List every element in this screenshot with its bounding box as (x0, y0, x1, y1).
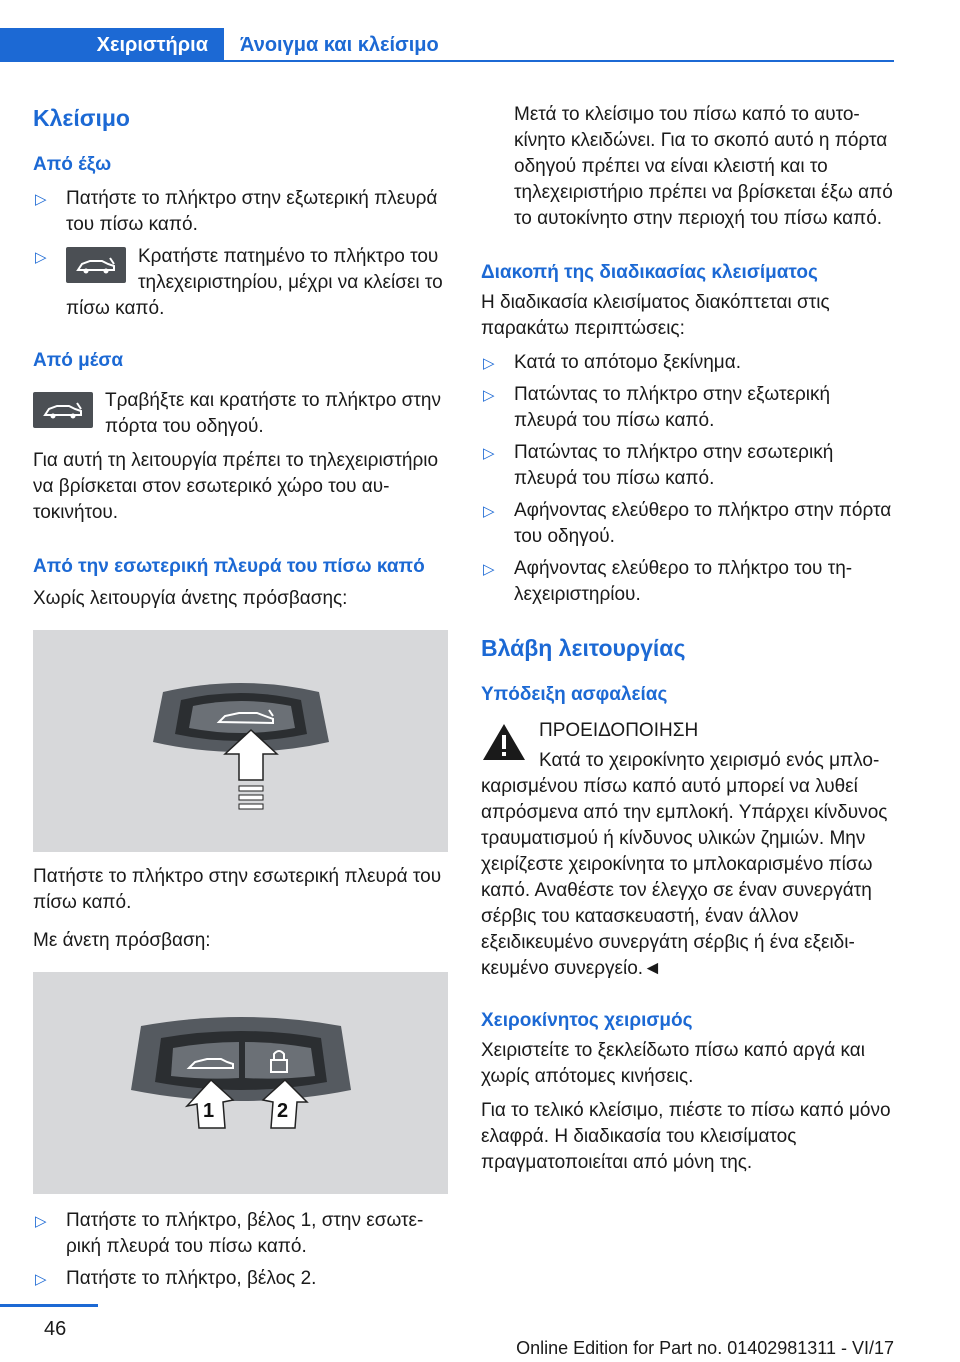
triangle-bullet-icon: ▷ (483, 503, 495, 520)
inside-text: Τραβήξτε και κρατήστε το πλήκτρο στην πόρτα του οδηγού. (105, 390, 441, 437)
arrow-label-2: 2 (277, 1100, 289, 1122)
comfort-access-label: Με άνετη πρόσβαση: (33, 930, 211, 951)
heading-manual-operation: Χειροκίνητος χειρισμός (481, 1010, 693, 1031)
list-item: ▷ Αφήνοντας ελεύθερο το πλήκτρο του τηλεχειριστηρίου. (483, 558, 853, 605)
section-title-malfunction: Βλάβη λειτουργίας (481, 635, 686, 661)
remote-tailgate-key-icon (66, 247, 126, 283)
footer-divider (0, 1304, 98, 1307)
list-item: ▷ Πατήστε το πλήκτρο, βέλος 1, στην εσωτερική πλευρά του πίσω καπό. (35, 1210, 424, 1257)
triangle-bullet-icon: ▷ (483, 387, 495, 404)
triangle-bullet-icon: ▷ (483, 561, 495, 578)
left-column (33, 92, 448, 1292)
warning-triangle-icon (481, 722, 527, 762)
right-column (481, 92, 895, 1176)
figure-tailgate-button (33, 630, 448, 852)
manual-text-1: Χειριστείτε το ξεκλείδωτο πίσω καπό αργά και χωρίς απότομες κινήσεις. (481, 1040, 865, 1087)
section-tab-controls[interactable]: Χειριστήρια (0, 28, 224, 62)
figure1-caption: Πατήστε το πλήκτρο στην εσωτερική πλευρά του πίσω καπό. (33, 866, 442, 913)
list-item: ▷ Πατώντας το πλήκτρο στην εξωτερική πλευρά του πίσω καπό. (483, 384, 831, 431)
heading-from-outside: Από έξω (33, 154, 112, 175)
heading-from-inside: Από μέσα (33, 350, 124, 371)
inside-instruction (33, 388, 448, 440)
list-item: ▷ Πατήστε το πλήκτρο, βέλος 2. (33, 1266, 448, 1292)
list-item: ▷ Πατώντας το πλήκτρο στην εσωτερική πλευρά του πίσω καπό. (483, 442, 834, 489)
warning-text: Κατά το χειροκίνητο χειρισμό ενός μπλοκαρισμένου πίσω καπό αυτό μπορεί να λυθεί απρόσμενα από την εμπλοκή. Υπάρχει κίνδυνος τραυματισμού ή κίνδυνος υλικών ζημιών. Μην χειρίζεστε χειροκίνητα το μπλοκαρισμένο πίσω καπό. Αναθέστε τον έλεγχο σε έναν συνεργάτη σέρβις του κατασκευαστή, έναν άλλον εξειδικευμένο συνεργάτη σέρβις ή ένα εξειδικευμένο συνεργείο.◄ (481, 750, 888, 979)
triangle-bullet-icon: ▷ (35, 191, 47, 208)
heading-safety-note: Υπόδειξη ασφαλείας (481, 684, 668, 705)
intro-text: Μετά το κλείσιμο του πίσω καπό το αυτοκίνητο κλειδώνει. Για το σκοπό αυτό η πόρτα οδηγού πρέπει να είναι κλειστή και το τηλεχειριστήριο πρέπει να βρίσκεται έξω από το αυτοκίνητο στην περιοχή του πίσω καπό. (514, 104, 893, 229)
edition-text: Online Edition for Part no. 01402981311 - VI/17 (516, 1338, 894, 1358)
figure-comfort-buttons (33, 972, 448, 1194)
list-item: ▷ Αφήνοντας ελεύθερο το πλήκτρο στην πόρτα του οδηγού. (483, 500, 892, 547)
arrow-label-1: 1 (203, 1100, 215, 1122)
list-item: ▷ Κατά το απότομο ξεκίνημα. (481, 350, 895, 376)
triangle-bullet-icon: ▷ (35, 1213, 47, 1230)
section-tab-opening-closing[interactable]: Άνοιγμα και κλείσιμο (224, 28, 894, 62)
triangle-bullet-icon: ▷ (35, 249, 47, 266)
inside-note: Για αυτή τη λειτουργία πρέπει το τηλεχειριστήριο να βρίσκεται στον εσωτερικό χώρο του αυτοκινήτου. (33, 450, 439, 523)
list-item: ▷ Κρατήστε πατημένο το πλήκτρο του τηλεχειριστηρίου, μέχρι να κλείσει το πίσω καπό. (35, 246, 443, 319)
triangle-bullet-icon: ▷ (483, 445, 495, 462)
interrupt-text: Η διαδικασία κλεισίματος διακόπτεται στις παρακάτω περιπτώσεις: (481, 292, 830, 339)
triangle-bullet-icon: ▷ (35, 1271, 47, 1288)
triangle-bullet-icon: ▷ (483, 355, 495, 372)
section-title-closing: Κλείσιμο (33, 105, 130, 131)
page-header (0, 0, 960, 62)
heading-inner-side-tailgate: Από την εσωτερική πλευρά του πίσω καπό (33, 556, 425, 577)
page-number: 46 (44, 1318, 67, 1340)
list-item: ▷ Πατήστε το πλήκτρο στην εξωτερική πλευρά του πίσω καπό. (35, 188, 438, 235)
heading-interrupt-closing: Διακοπή της διαδικασίας κλεισίματος (481, 262, 818, 283)
driver-door-tailgate-button-icon (33, 392, 93, 428)
warning-label: ΠΡΟΕΙΔΟΠΟΙΗΣΗ (539, 720, 699, 741)
manual-text-2: Για το τελικό κλείσιμο, πιέστε το πίσω καπό μόνο ελαφρά. Η διαδικασία του κλεισίματος πραγματοποιείται από μόνη της. (481, 1100, 891, 1173)
no-comfort-access-label: Χωρίς λειτουργία άνετης πρόσβασης: (33, 588, 348, 609)
